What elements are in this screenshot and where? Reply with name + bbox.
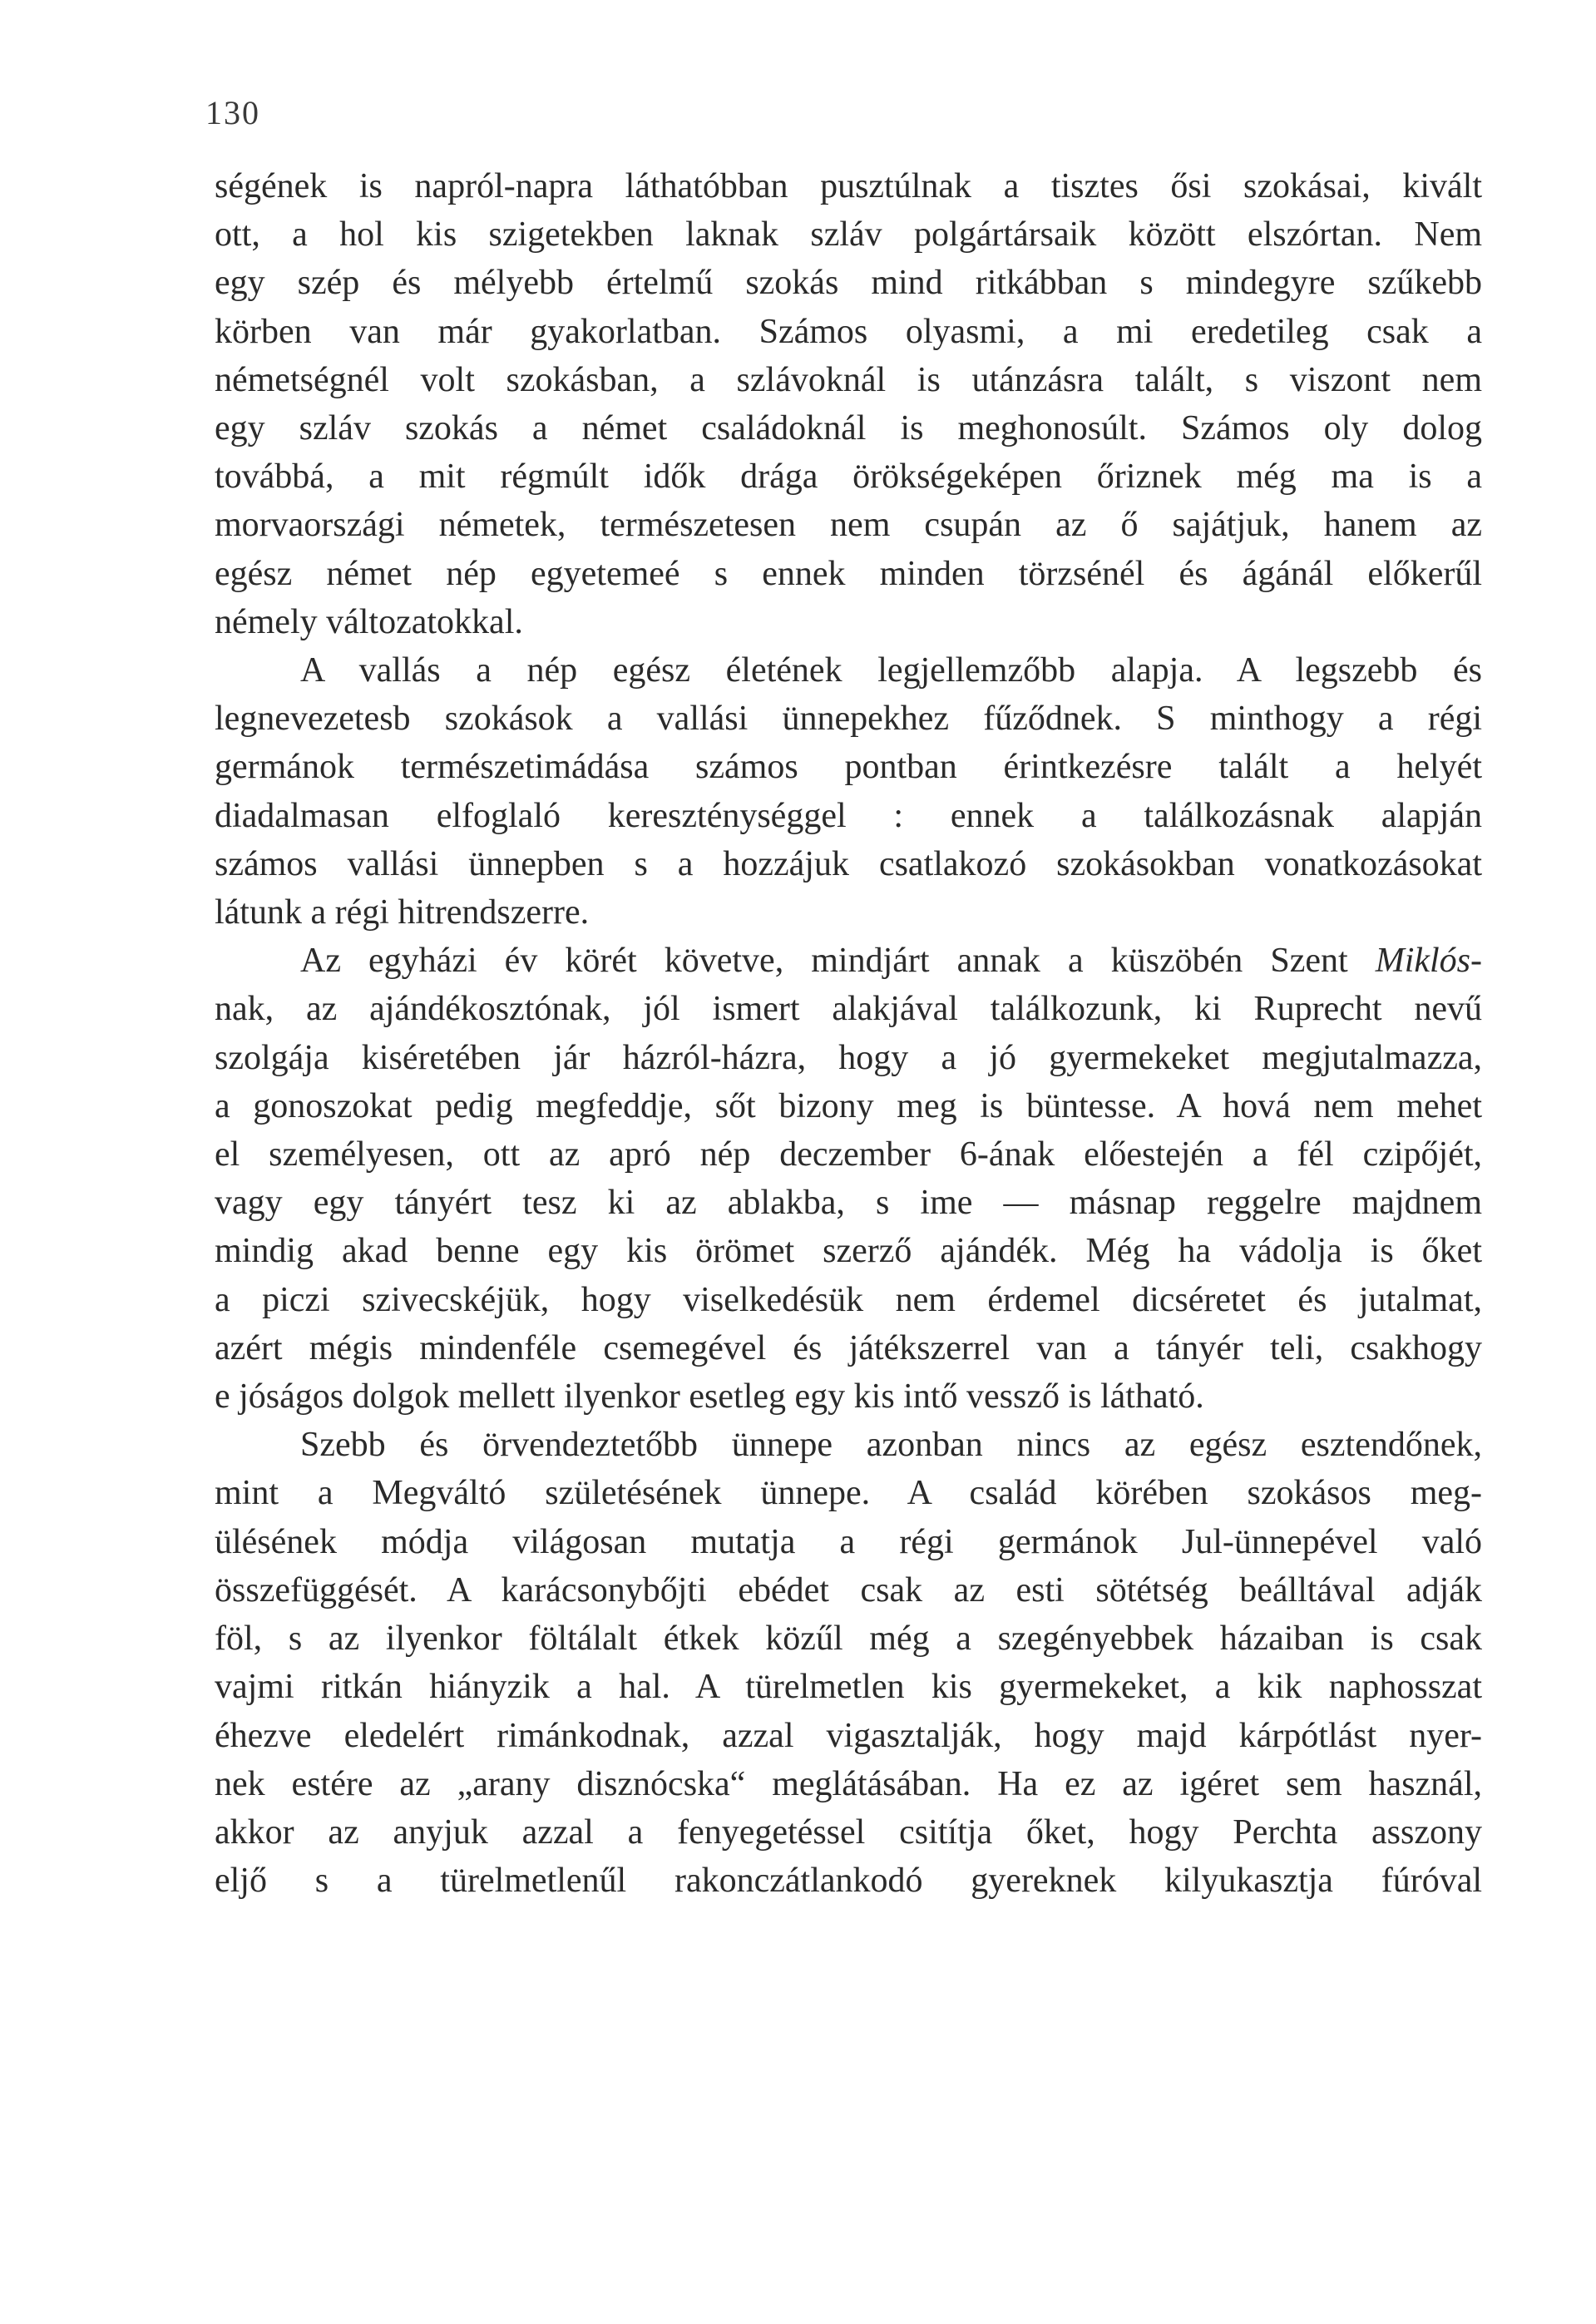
text-line: egy szép és mélyebb értelmű szokás mind ritkábban s mindegyre szűkebb [215, 264, 1482, 303]
text-line: germánok természetimádása számos pontban érintkezésre talált a helyét [215, 748, 1482, 787]
text-line: a gonoszokat pedig megfeddje, sőt bizony meg is büntesse. A hová nem mehet [215, 1086, 1482, 1125]
text-line: föl, s az ilyenkor föltálalt étkek közűl még a szegényebbek házaiban is csak [215, 1619, 1482, 1659]
text-line: a piczi szivecskéjük, hogy viselkedésük nem érdemel dicséretet és jutalmat, [215, 1280, 1482, 1319]
text-line: ott, a hol kis szigetekben laknak szláv polgártársaik között elszórtan. Nem [215, 215, 1482, 255]
text-line: mint a Megváltó születésének ünnepe. A család körében szokásos meg- [215, 1474, 1482, 1513]
text-line: németségnél volt szokásban, a szlávoknál is utánzásra talált, s viszont nem [215, 360, 1482, 399]
page-number: 130 [205, 94, 260, 131]
body-text [215, 162, 1482, 1905]
text-line: némely változatokkal. [215, 602, 523, 641]
italic-name: Miklós- [1375, 942, 1482, 981]
text-line: nek estére az „arany disznócska“ meglátásában. Ha ez az igéret sem használ, [215, 1764, 1482, 1803]
text-line: eljő s a türelmetlenűl rakonczátlankodó gyereknek kilyukasztja fúróval [215, 1862, 1482, 1901]
text-line: éhezve eledelért rimánkodnak, azzal vigasztalják, hogy majd kárpótlást nyer- [215, 1716, 1482, 1755]
text-line: Az egyházi év körét követve, mindjárt annak a küszöbén Szent Miklós- [300, 942, 1482, 981]
text-line: szolgája kiséretében jár házról-házra, hogy a jó gyermekeket megjutalmazza, [215, 1038, 1482, 1077]
text-line: nak, az ajándékosztónak, jól ismert alakjával találkozunk, ki Ruprecht nevű [215, 990, 1482, 1029]
text-line: összefüggését. A karácsonybőjti ebédet csak az esti sötétség beálltával adják [215, 1570, 1482, 1609]
text-line: Szebb és örvendeztetőbb ünnepe azonban nincs az egész esztendőnek, [300, 1426, 1482, 1465]
text-line: e jóságos dolgok mellett ilyenkor esetleg egy kis intő vessző is látható. [215, 1377, 1204, 1417]
text-line: ülésének módja világosan mutatja a régi germánok Jul-ünnepével való [215, 1522, 1482, 1561]
text-line: azért mégis mindenféle csemegével és játékszerrel van a tányér teli, csakhogy [215, 1328, 1482, 1367]
text-line: akkor az anyjuk azzal a fenyegetéssel csitítja őket, hogy Perchta asszony [215, 1812, 1482, 1852]
text-line: körben van már gyakorlatban. Számos olyasmi, a mi eredetileg csak a [215, 312, 1482, 351]
text-line: vagy egy tányért tesz ki az ablakba, s ime — másnap reggelre majdnem [215, 1184, 1482, 1223]
text-line: továbbá, a mit régmúlt idők drága örökségeképen őriznek még ma is a [215, 457, 1482, 497]
text-line: ségének is napról-napra láthatóbban pusztúlnak a tisztes ősi szokásai, kivált [215, 167, 1482, 205]
paragraph-3 [215, 937, 1482, 1421]
text-line: egy szláv szokás a német családoknál is meghonosúlt. Számos oly dolog [215, 409, 1482, 448]
paragraph-2 [215, 646, 1482, 937]
text-line: morvaországi németek, természetesen nem csupán az ő sajátjuk, hanem az [215, 506, 1482, 545]
text-line: mindig akad benne egy kis örömet szerző ajándék. Még ha vádolja is őket [215, 1232, 1482, 1271]
text-line: egész német nép egyetemeé s ennek minden törzsénél és ágánál előkerűl [215, 554, 1482, 593]
text-line: számos vallási ünnepben s a hozzájuk csatlakozó szokásokban vonatkozásokat [215, 844, 1482, 883]
text-line: látunk a régi hitrendszerre. [215, 893, 590, 932]
paragraph-1 [215, 162, 1482, 646]
text-line: legnevezetesb szokások a vallási ünnepekhez fűződnek. S minthogy a régi [215, 700, 1482, 739]
paragraph-4 [215, 1421, 1482, 1905]
text-line: el személyesen, ott az apró nép deczember 6-ának előestején a fél czipőjét, [215, 1135, 1482, 1174]
text-line: diadalmasan elfoglaló kereszténységgel : ennek a találkozásnak alapján [215, 796, 1482, 835]
text-line: A vallás a nép egész életének legjellemzőbb alapja. A legszebb és [300, 651, 1482, 690]
text-line: vajmi ritkán hiányzik a hal. A türelmetlen kis gyermekeket, a kik naphosszat [215, 1668, 1482, 1707]
